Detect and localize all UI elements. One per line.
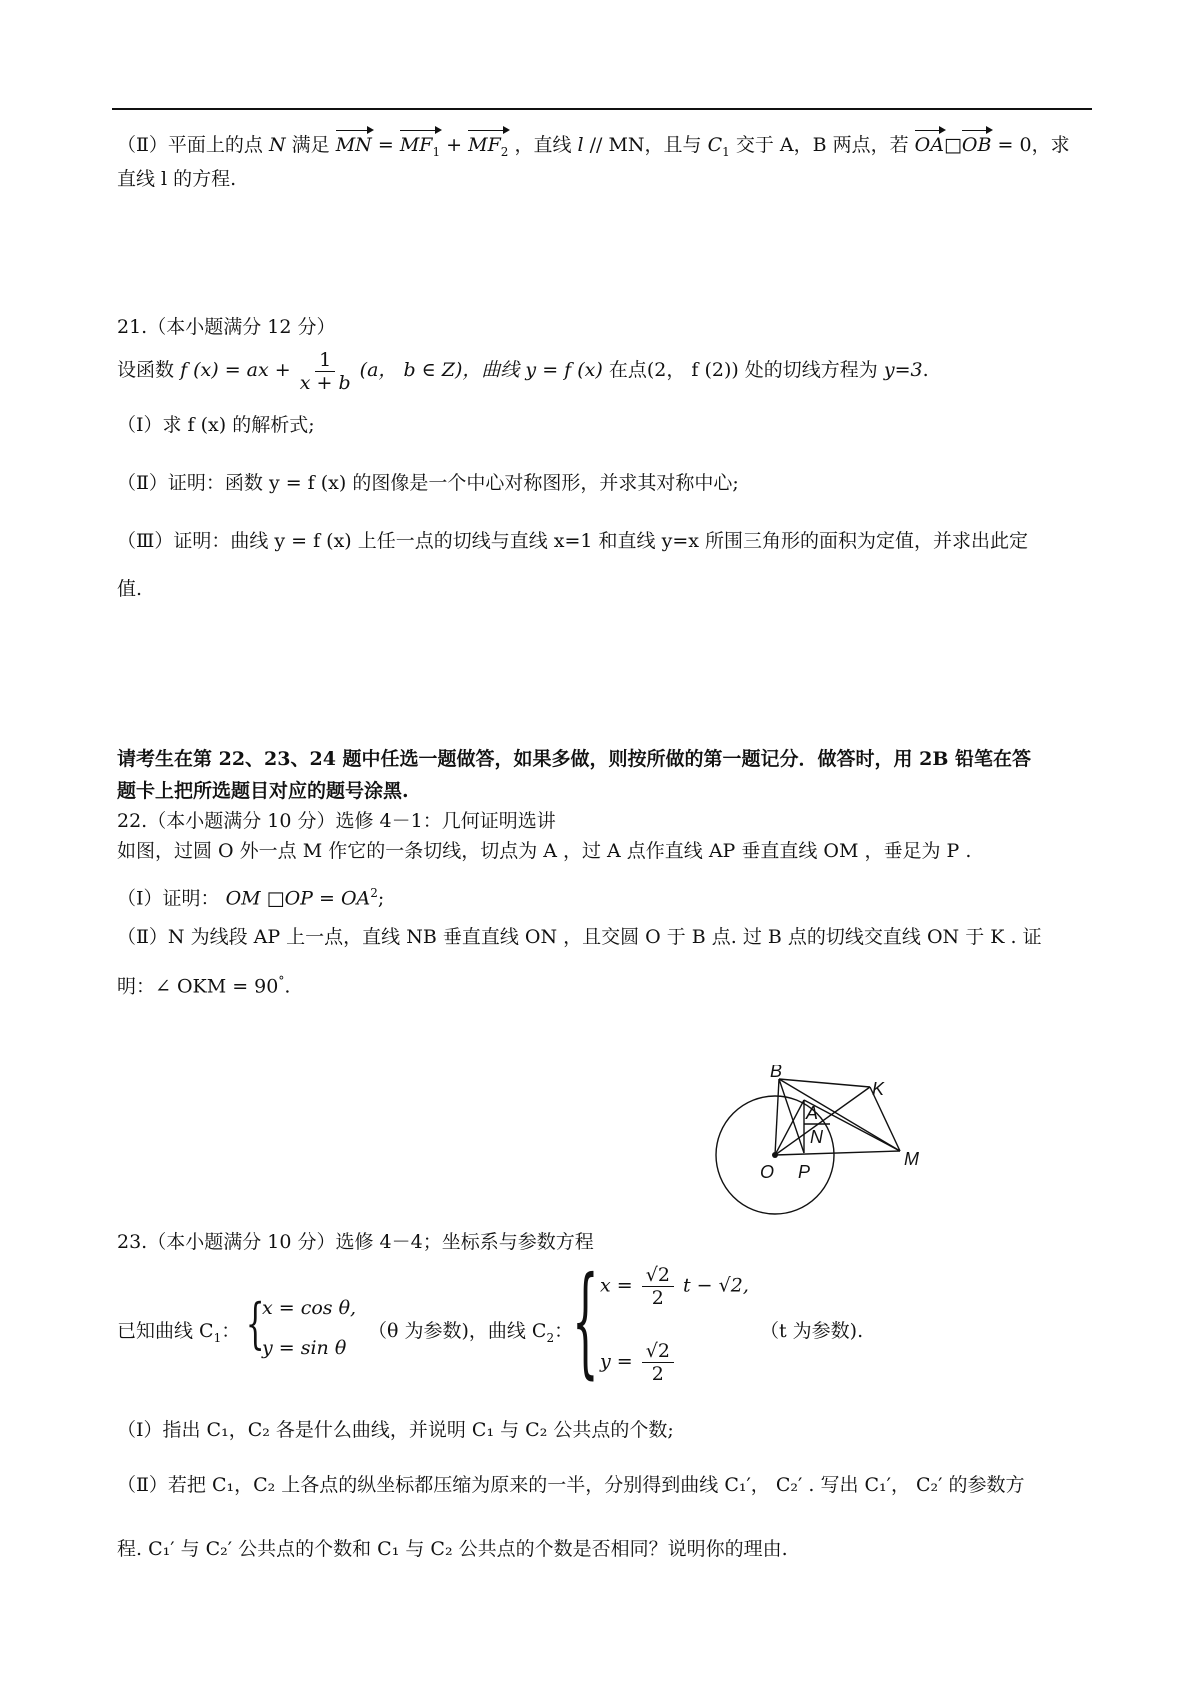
q20-line-l: l xyxy=(577,134,584,156)
c2-y-frac-den: 2 xyxy=(651,1363,664,1385)
q21-intro xyxy=(117,348,929,394)
point-o xyxy=(772,1152,778,1158)
line-bp xyxy=(779,1079,804,1153)
q23-text: （θ 为参数)，曲线 C xyxy=(368,1320,547,1342)
q20-text: = 0，求 xyxy=(997,134,1070,156)
c2-y-frac-num: √2 xyxy=(642,1340,674,1363)
q20-part2-line2: 直线 l 的方程. xyxy=(117,168,237,190)
c2-y-lhs: y = xyxy=(600,1350,633,1373)
q22-angle: 明：∠ OKM = 90 xyxy=(117,975,279,998)
vector-ob: OB xyxy=(962,128,992,158)
c2-x-rhs: t − √2, xyxy=(682,1274,749,1297)
q23-text: 已知曲线 C xyxy=(117,1320,214,1342)
q22-sup: 2 xyxy=(370,886,378,900)
label-k: K xyxy=(872,1079,885,1099)
q23-part1: （Ⅰ）指出 C₁，C₂ 各是什么曲线，并说明 C₁ 与 C₂ 公共点的个数; xyxy=(117,1419,674,1441)
notice-line1: 请考生在第 22、23、24 题中任选一题做答，如果多做，则按所做的第一题记分．做答时，用 2B 铅笔在答 xyxy=(117,748,1032,770)
vector-mf1-label: MF xyxy=(399,134,433,156)
vector-mf2 xyxy=(468,128,508,165)
brace-c1: { xyxy=(245,1292,265,1355)
q21-part3: （Ⅲ）证明：曲线 y = f (x) 上任一点的切线与直线 x=1 和直线 y=x 所围三角形的面积为定值，并求出此定 xyxy=(117,530,1029,552)
q22-text: （Ⅰ）证明： xyxy=(117,887,220,910)
label-o: O xyxy=(760,1162,775,1182)
c2-x-frac-num: √2 xyxy=(642,1264,674,1287)
c2-x-frac xyxy=(642,1264,674,1309)
q23-text: ： xyxy=(221,1320,241,1342)
q22-text: ; xyxy=(377,887,385,910)
q20-part2-line1 xyxy=(117,128,1070,165)
q22-header: 22.（本小题满分 10 分）选修 4－1：几何证明选讲 xyxy=(117,810,556,832)
c2-y-frac xyxy=(642,1340,674,1385)
dot-symbol: □ xyxy=(943,134,962,156)
q22-expr: OM □OP = OA xyxy=(225,887,371,910)
label-n: N xyxy=(810,1127,823,1147)
q20-text: 交于 A，B 两点，若 xyxy=(735,134,909,156)
vector-mf2-label: MF xyxy=(468,134,501,156)
q21-fraction xyxy=(300,349,351,394)
q23-text: ： xyxy=(554,1320,574,1342)
q20-curve-sub: 1 xyxy=(722,144,730,159)
q21-frac-den: x + b xyxy=(299,371,351,394)
q22-intro: 如图，过圆 O 外一点 M 作它的一条切线，切点为 A ，过 A 点作直线 AP 垂直直线 OM ，垂足为 P . xyxy=(117,840,972,862)
c2-y-eq xyxy=(600,1340,677,1385)
header-rule xyxy=(112,108,1092,110)
q21-text: (a， b ∈ Z)，曲线 xyxy=(359,359,520,381)
q20-plus: + xyxy=(446,134,463,156)
q23-intro-c1 xyxy=(117,1318,240,1351)
q22-degree: ° xyxy=(278,974,285,988)
q20-text: （Ⅱ）平面上的点 xyxy=(117,134,263,156)
label-m: M xyxy=(904,1149,919,1169)
q20-text: 满足 xyxy=(291,134,330,156)
q21-curve-eq: y = f (x) xyxy=(525,359,603,381)
line-bk xyxy=(779,1079,870,1087)
c2-x-frac-den: 2 xyxy=(651,1287,664,1309)
q22-part2: （Ⅱ）N 为线段 AP 上一点，直线 NB 垂直直线 ON ，且交圆 O 于 B 点. 过 B 点的切线交直线 ON 于 K . 证 xyxy=(117,926,1042,948)
q23-header: 23.（本小题满分 10 分）选修 4－4；坐标系与参数方程 xyxy=(117,1231,594,1253)
q20-text: // MN，且与 xyxy=(589,134,702,156)
vector-mn: MN xyxy=(336,128,372,158)
q21-text: 设函数 xyxy=(117,359,175,381)
q22-text: . xyxy=(284,975,291,998)
q21-text: . xyxy=(922,359,929,381)
c1-x-eq: x = cos θ, xyxy=(262,1297,357,1319)
q21-frac-num: 1 xyxy=(315,349,335,372)
label-a: A xyxy=(806,1103,819,1123)
q21-header: 21.（本小题满分 12 分） xyxy=(117,316,336,338)
q23-param-t: （t 为参数). xyxy=(760,1320,864,1342)
q21-part3-cont: 值. xyxy=(117,578,143,600)
label-p: P xyxy=(798,1162,811,1182)
q21-part1: （Ⅰ）求 f (x) 的解析式; xyxy=(117,414,315,436)
notice-line2: 题卡上把所选题目对应的题号涂黑. xyxy=(117,780,409,802)
q22-part2-cont xyxy=(117,968,290,999)
c1-y-eq: y = sin θ xyxy=(262,1337,347,1359)
vector-mf1-sub: 1 xyxy=(432,144,441,159)
label-b: B xyxy=(770,1065,783,1081)
q21-part2: （Ⅱ）证明：函数 y = f (x) 的图像是一个中心对称图形，并求其对称中心; xyxy=(117,472,739,494)
q20-text: ，直线 xyxy=(514,134,572,156)
q20-point-n: N xyxy=(268,134,286,156)
q23-sub: 2 xyxy=(546,1330,555,1345)
vector-mf1 xyxy=(400,128,440,165)
q22-part1 xyxy=(117,880,384,911)
q23-part2: （Ⅱ）若把 C₁，C₂ 上各点的纵坐标都压缩为原来的一半，分别得到曲线 C₁′， C₂′ . 写出 C₁′， C₂′ 的参数方 xyxy=(117,1474,1025,1496)
brace-c2: { xyxy=(572,1252,599,1391)
q21-tangent: y=3 xyxy=(883,359,923,381)
q23-intro-c2 xyxy=(368,1318,573,1351)
line-ob xyxy=(775,1079,779,1155)
geometry-figure xyxy=(700,1065,930,1215)
q23-sub: 1 xyxy=(213,1330,222,1345)
line-om xyxy=(775,1151,900,1155)
vector-mf2-sub: 2 xyxy=(500,144,509,159)
q20-eq: = xyxy=(377,134,394,156)
c2-x-eq xyxy=(600,1264,749,1309)
c2-x-lhs: x = xyxy=(600,1274,633,1297)
q21-text: 在点(2， f (2)) 处的切线方程为 xyxy=(608,359,878,381)
q23-part2-cont: 程. C₁′ 与 C₂′ 公共点的个数和 C₁ 与 C₂ 公共点的个数是否相同？说明你的理由. xyxy=(117,1538,788,1560)
vector-oa: OA xyxy=(915,128,944,158)
q20-curve: C xyxy=(707,134,723,156)
q21-function-def: f (x) = ax + xyxy=(180,359,291,381)
